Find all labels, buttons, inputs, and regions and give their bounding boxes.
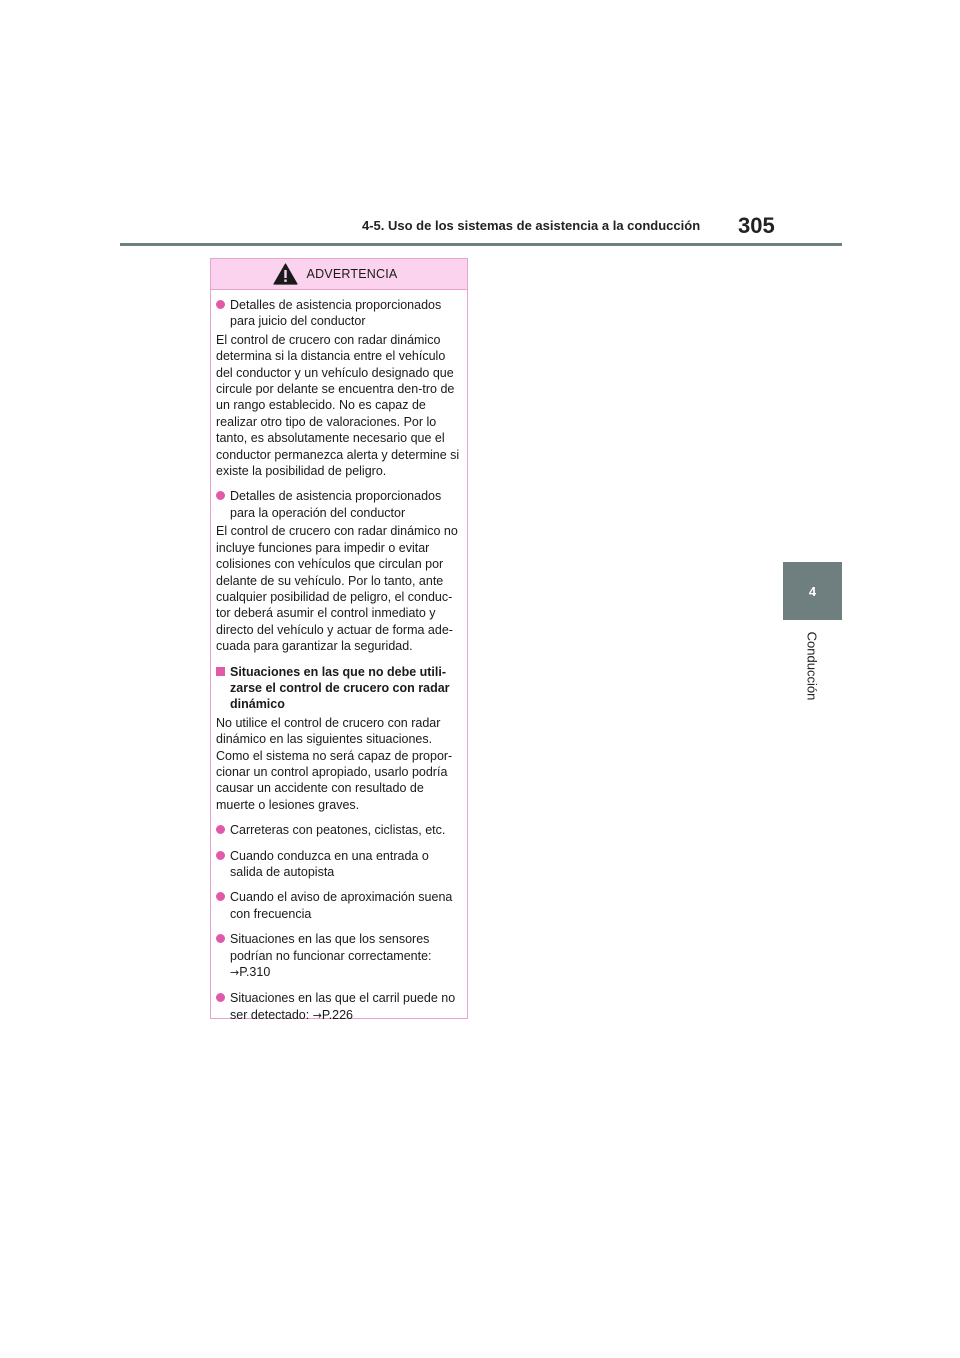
page-number: 305 — [738, 213, 775, 238]
list-item — [216, 822, 460, 838]
bullet-heading: Detalles de asistencia proporcionados para la operación del conductor — [216, 488, 460, 521]
section-title: 4-5. Uso de los sistemas de asistencia a la conducción — [362, 218, 701, 233]
paragraph: El control de crucero con radar dinámico no incluye funciones para impedir o evitar colisiones con vehículos que circulan por delante de su vehículo. Por lo tanto, ante cualquier posibilidad de peligro, el conduc-tor deberá asumir el control inmediato y directo del vehículo y actuar de forma ade-cuada para garantizar la seguridad. — [216, 524, 458, 654]
warning-box — [210, 258, 468, 1022]
list-item-text: Cuando conduzca en una entrada o salida de autopista — [230, 848, 429, 879]
header-divider — [120, 243, 842, 246]
list-item-text: Carreteras con peatones, ciclistas, etc. — [230, 823, 446, 838]
list-item-text: Situaciones en las que el carril puede no ser detectado: — [230, 991, 456, 1022]
warning-header — [211, 259, 467, 290]
arrow-right-icon: → — [230, 966, 240, 980]
chapter-tab — [783, 562, 842, 620]
bullet-heading: Detalles de asistencia proporcionados para juicio del conductor — [216, 297, 460, 330]
list-item — [216, 848, 460, 881]
warning-title: ADVERTENCIA — [306, 267, 398, 281]
list-item-text: Situaciones en las que los sensores podrían no funcionar correctamente: — [230, 932, 432, 963]
list-item — [216, 889, 460, 922]
page-reference-link[interactable]: P.310 — [239, 965, 271, 980]
chapter-number: 4 — [808, 583, 817, 599]
paragraph: El control de crucero con radar dinámico determina si la distancia entre el vehículo del conductor y un vehículo designado que circule por delante se encuentra den-tro de un rango establecido. No es capaz de realizar otro tipo de valoraciones. Por lo tanto, es absolutamente necesario que el conductor permanezca alerta y determine si existe la posibilidad de peligro. — [216, 332, 460, 479]
square-heading: Situaciones en las que no debe utili-zarse el control de crucero con radar dinámico — [216, 664, 460, 713]
warning-body — [211, 290, 467, 1024]
chapter-label: Conducción — [804, 631, 820, 701]
list-item — [216, 990, 460, 1024]
arrow-right-icon: → — [312, 1008, 322, 1022]
paragraph: No utilice el control de crucero con radar dinámico en las siguientes situaciones. Como el sistema no será capaz de propor-cionar un control apropiado, usarlo podría causar un accidente con resultado de muerte o lesiones graves. — [216, 715, 453, 812]
list-item-text: Cuando el aviso de aproximación suena con frecuencia — [230, 890, 453, 921]
warning-triangle-icon — [273, 263, 298, 285]
page-reference-link[interactable]: P.226 — [321, 1007, 353, 1022]
list-item — [216, 931, 460, 981]
